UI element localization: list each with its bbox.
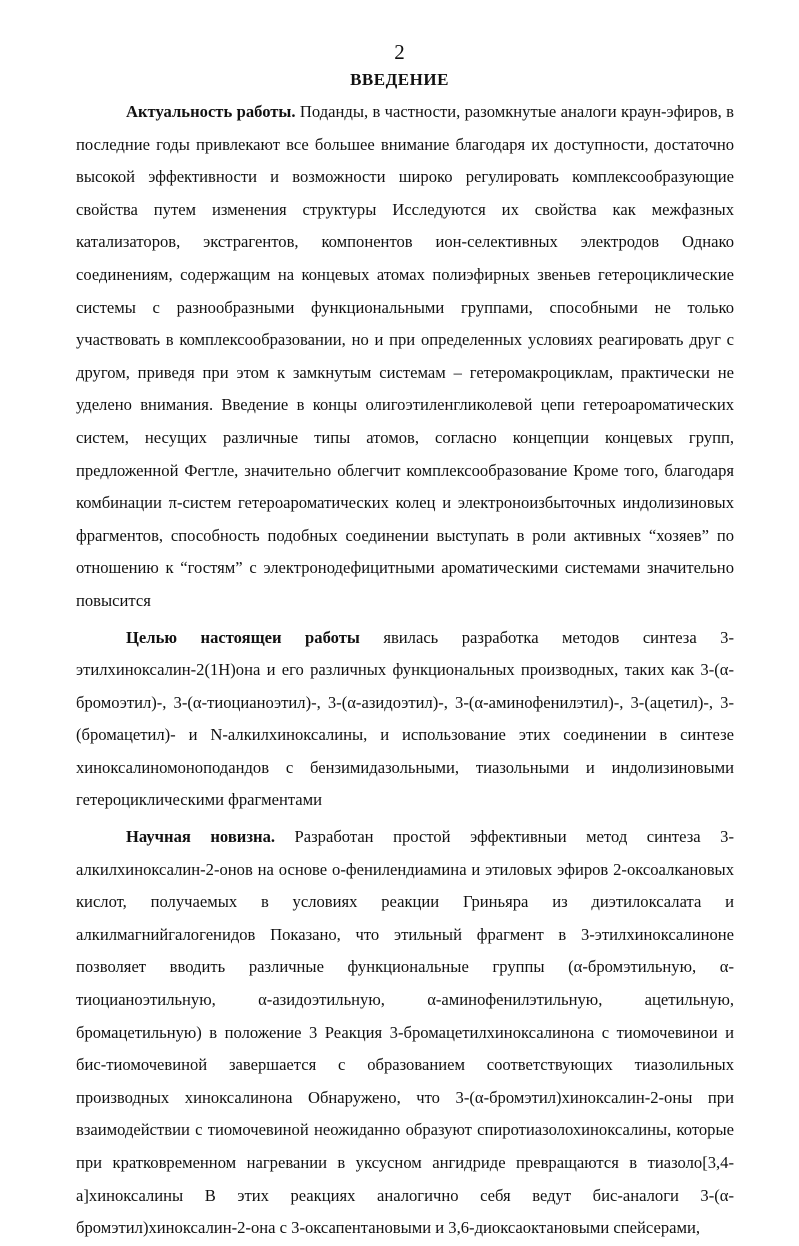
paragraph-relevance	[76, 96, 734, 618]
paragraph-heading: Научная новизна.	[126, 827, 276, 847]
page-number: 2	[394, 40, 405, 64]
document-body	[76, 96, 734, 1245]
section-title: ВВЕДЕНИЕ	[350, 70, 449, 89]
paragraph-novelty	[76, 821, 734, 1245]
paragraph-text: явилась разработка методов синтеза 3-этилхиноксалин-2(1Н)она и его различных функциональных производных, таких как 3-(α-бромоэтил)-, 3-(α-тиоцианоэтил)-, 3-(α-азидоэтил)-, 3-(α-аминофенилэтил)-, 3-(ацетил)-, 3-(бромацетил)- и N-алкилхиноксалины, и использование этих соединении в синтезе хиноксалиномоноподандов с бензимидазольными, тиазольными и индолизиновыми гетероциклическими фрагментами	[76, 627, 734, 810]
paragraph-text: Поданды, в частности, разомкнутые аналоги краун-эфиров, в последние годы привлекают все большее внимание благодаря их доступности, достаточно высокой эффективности и возможности широко регулировать комплексообразующие свойства путем изменения структуры Исследуются их свойства как межфазных катализаторов, экстрагентов, компонентов ион-селективных электродов Однако соединениям, содержащим на концевых атомах полиэфирных звеньев гетероциклические системы с разнообразными функциональными группами, способными не только участвовать в комплексообразовании, но и при определенных условиях реагировать друг с другом, приведя при этом к замкнутым системам – гетеромакроциклам, практически не уделено внимания. Введение в концы олигоэтиленгликолевой цепи гетероароматических систем, несущих различные типы атомов, согласно концепции концевых групп, предложенной Фегтле, значительно облегчит комплексообразование Кроме того, благодаря комбинации π-систем гетероароматических колец и электроноизбыточных индолизиновых фрагментов, способность подобных соединении выступать в роли активных “хозяев” по отношению к “гостям” с электронодефицитными ароматическими системами значительно повысится	[76, 102, 734, 610]
paragraph-heading: Целью настоящеи работы	[126, 627, 360, 647]
paragraph-text: Разработан простой эффективныи метод синтеза 3-алкилхиноксалин-2-онов на основе о-фенилендиамина и этиловых эфиров 2-оксоалкановых кислот, получаемых в условиях реакции Гриньяра из диэтилоксалата и алкилмагнийгалогенидов Показано, что этильный фрагмент в 3-этилхиноксалиноне позволяет вводить различные функциональные группы (α-бромэтильную, α-тиоцианоэтильную, α-азидоэтильную, α-аминофенилэтильную, ацетильную, бромацетильную) в положение 3 Реакция 3-бромацетилхиноксалинона с тиомочевинои и бис-тиомочевиной завершается с образованием соответствующих тиазолильных производных хиноксалинона Обнаружено, что 3-(α-бромэтил)хиноксалин-2-оны при взаимодействии с тиомочевиной неожиданно образуют спиротиазолохиноксалины, которые при кратковременном нагревании в уксусном ангидриде превращаются в тиазоло[3,4-а]хиноксалины В этих реакциях аналогично себя ведут бис-аналоги 3-(α-бромэтил)хиноксалин-2-она с 3-оксапентановыми и 3,6-диоксаоктановыми спейсерами,	[76, 827, 734, 1238]
paragraph-goal	[76, 622, 734, 818]
paragraph-heading: Актуальность работы.	[126, 102, 296, 121]
